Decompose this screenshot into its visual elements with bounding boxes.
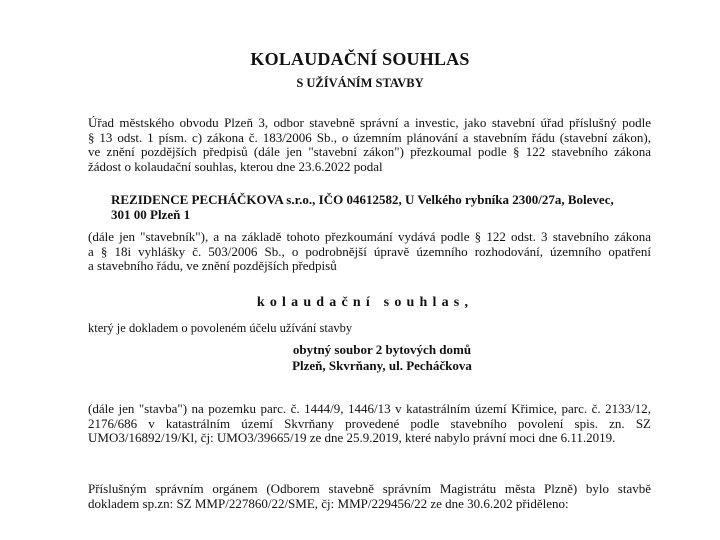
document-title: KOLAUDAČNÍ SOUHLAS xyxy=(250,49,470,69)
text-line: Úřad městského obvodu Plzeň 3, odbor stavebně správní a investic, jako stavební úřad příslušný podle xyxy=(88,115,651,130)
decision-heading: kolaudační souhlas, xyxy=(256,295,474,310)
intro-paragraph xyxy=(88,116,651,174)
text-line: § 13 odst. 1 písm. c) zákona č. 183/2006 Sb., o územním plánování a stavebním řádu (stavební zákon), xyxy=(88,129,651,145)
text-line: ve znění pozdějších předpisů (dále jen "stavební zákon") přezkoumal podle § 122 stavebního zákona xyxy=(88,144,651,160)
applicant-name-line: REZIDENCE PECHÁČKOVA s.r.o., IČO 04612582, U Velkého rybníka 2300/27a, Bolevec, xyxy=(111,192,614,207)
applicant-address-line: 301 00 Plzeň 1 xyxy=(111,207,191,222)
decision-note: který je dokladem o povoleném účelu užívání stavby xyxy=(88,321,353,335)
legal-basis-paragraph xyxy=(88,230,651,274)
building-block xyxy=(0,342,720,373)
text-line: a § 18i vyhlášky č. 503/2006 Sb., o podrobnější úpravě územního rozhodování, územního opatření xyxy=(88,243,651,259)
text-line: 2176/686 v katastrálním území Skvrňany provedené podle stavebního povolení spis. zn. SZ xyxy=(88,415,651,431)
text-line: UMO3/16892/19/Kl, čj: UMO3/39665/19 ze dne 25.9.2019, které nabylo právní moci dne 6.11.2019. xyxy=(88,430,616,446)
authority-paragraph xyxy=(88,482,651,511)
document-subtitle: S UŽÍVÁNÍM STAVBY xyxy=(296,76,424,90)
text-line: žádost o kolaudační souhlas, kterou dne 23.6.2022 podal xyxy=(88,158,383,174)
building-location-line: Plzeň, Skvrňany, ul. Pecháčkova xyxy=(292,357,472,373)
text-line: (dále jen "stavebník"), a na základě tohoto přezkoumání vydává podle § 122 odst. 3 stavebního zákona xyxy=(88,229,651,244)
applicant-block xyxy=(111,192,614,222)
text-line: a stavebního řádu, ve znění pozdějších předpisů xyxy=(88,258,337,274)
text-line: dokladem sp.zn: SZ MMP/227860/22/SME, čj: MMP/229456/22 ze dne 30.6.202 přiděleno: xyxy=(88,495,569,511)
building-name-line: obytný soubor 2 bytových domů xyxy=(292,342,472,357)
text-line: (dále jen "stavba") na pozemku parc. č. 1444/9, 1446/13 v katastrálním území Křimice, parc. č. 2133/12, xyxy=(88,401,651,416)
text-line: Příslušným správním orgánem (Odborem stavebně správním Magistrátu města Plzně) bylo stavbě xyxy=(88,481,651,496)
plot-paragraph xyxy=(88,402,651,446)
